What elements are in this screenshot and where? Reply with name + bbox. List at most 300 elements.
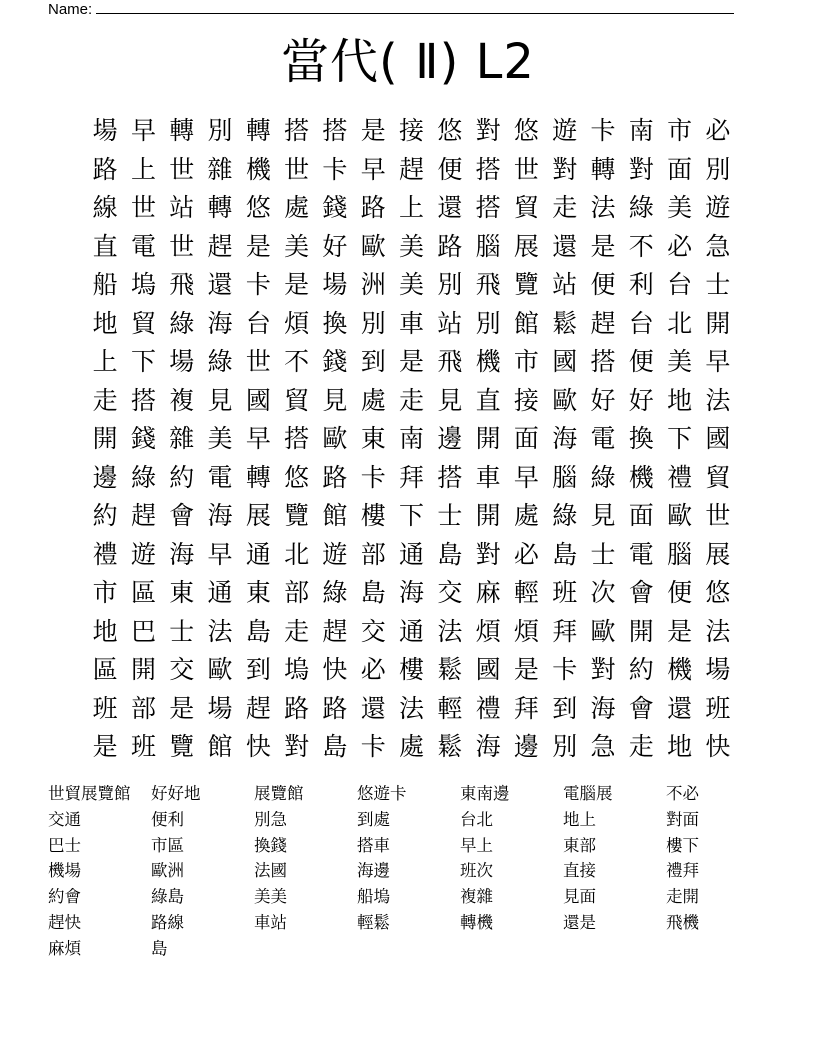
grid-cell: 利	[628, 270, 654, 299]
grid-cell: 搭	[475, 193, 501, 222]
grid-cell: 區	[130, 578, 156, 607]
word-bank-item: 船塢	[357, 887, 390, 907]
grid-cell: 海	[207, 308, 233, 338]
grid-cell: 綠	[130, 462, 156, 492]
grid-cell: 面	[628, 501, 654, 530]
grid-cell: 下	[130, 347, 156, 376]
grid-cell: 南	[628, 116, 654, 145]
grid-cell: 見	[322, 385, 348, 415]
grid-cell: 急	[590, 732, 616, 761]
grid-cell: 早	[130, 116, 156, 145]
grid-cell: 搭	[437, 462, 463, 492]
grid-row	[86, 305, 737, 344]
grid-cell: 是	[169, 693, 195, 723]
grid-cell: 開	[628, 616, 654, 646]
grid-cell: 必	[360, 655, 386, 684]
grid-cell: 煩	[513, 616, 539, 646]
grid-cell: 約	[169, 462, 195, 492]
grid-cell: 拜	[552, 616, 578, 646]
grid-cell: 急	[705, 231, 731, 261]
grid-cell: 是	[590, 231, 616, 261]
word-bank-item: 車站	[254, 912, 287, 932]
word-bank-item: 世貿展覽館	[48, 784, 131, 803]
grid-cell: 島	[322, 732, 348, 761]
grid-cell: 還	[360, 693, 386, 723]
grid-cell: 悠	[437, 116, 463, 145]
grid-cell: 趕	[130, 501, 156, 530]
word-bank-item: 東南邊	[460, 784, 510, 803]
grid-cell: 場	[169, 347, 195, 376]
grid-cell: 貿	[130, 308, 156, 338]
word-bank-item: 趕快	[48, 912, 81, 932]
grid-cell: 美	[207, 424, 233, 453]
grid-cell: 搭	[284, 116, 310, 145]
grid-cell: 南	[399, 424, 425, 453]
grid-cell: 好	[628, 385, 654, 415]
grid-cell: 貿	[705, 462, 731, 492]
grid-cell: 悠	[245, 193, 271, 222]
grid-cell: 處	[399, 732, 425, 761]
grid-cell: 部	[360, 539, 386, 569]
grid-cell: 直	[475, 385, 501, 415]
word-bank-item: 巴士	[48, 835, 81, 855]
grid-cell: 禮	[667, 462, 693, 492]
grid-cell: 別	[552, 732, 578, 761]
grid-row	[86, 536, 737, 575]
grid-cell: 還	[207, 270, 233, 299]
grid-cell: 轉	[169, 116, 195, 145]
grid-cell: 到	[360, 347, 386, 376]
grid-cell: 站	[169, 193, 195, 222]
grid-cell: 早	[207, 539, 233, 569]
grid-cell: 機	[245, 154, 271, 184]
grid-cell: 早	[360, 154, 386, 184]
grid-cell: 交	[360, 616, 386, 646]
grid-cell: 會	[169, 501, 195, 530]
grid-cell: 電	[628, 539, 654, 569]
grid-cell: 島	[245, 616, 271, 646]
grid-cell: 綠	[552, 501, 578, 530]
grid-cell: 到	[245, 655, 271, 684]
grid-row	[86, 574, 737, 613]
grid-cell: 島	[360, 578, 386, 607]
grid-cell: 世	[130, 193, 156, 222]
grid-cell: 海	[590, 693, 616, 723]
grid-cell: 還	[437, 193, 463, 222]
grid-cell: 法	[207, 616, 233, 646]
grid-cell: 搭	[322, 116, 348, 145]
grid-cell: 會	[628, 578, 654, 607]
grid-cell: 處	[513, 501, 539, 530]
grid-cell: 機	[667, 655, 693, 684]
grid-cell: 海	[399, 578, 425, 607]
grid-row	[86, 228, 737, 267]
grid-cell: 好	[322, 231, 348, 261]
grid-cell: 還	[667, 693, 693, 723]
grid-cell: 路	[284, 693, 310, 723]
grid-cell: 別	[437, 270, 463, 299]
grid-cell: 是	[92, 732, 118, 761]
grid-cell: 煩	[284, 308, 310, 338]
grid-cell: 地	[92, 616, 118, 646]
grid-row	[86, 613, 737, 652]
grid-cell: 士	[437, 501, 463, 530]
word-bank-item: 島	[151, 938, 168, 958]
grid-cell: 通	[399, 539, 425, 569]
grid-cell: 美	[399, 231, 425, 261]
grid-cell: 世	[705, 501, 731, 530]
grid-cell: 雜	[169, 424, 195, 453]
grid-row	[86, 420, 737, 459]
grid-cell: 東	[169, 578, 195, 607]
grid-row	[86, 497, 737, 536]
grid-cell: 搭	[284, 424, 310, 453]
grid-cell: 飛	[475, 270, 501, 299]
grid-row	[86, 690, 737, 729]
grid-row	[86, 459, 737, 498]
grid-cell: 換	[322, 308, 348, 338]
grid-cell: 飛	[169, 270, 195, 299]
grid-cell: 班	[130, 732, 156, 761]
grid-cell: 電	[207, 462, 233, 492]
grid-cell: 綠	[590, 462, 616, 492]
grid-cell: 綠	[322, 578, 348, 607]
grid-cell: 趕	[590, 308, 616, 338]
grid-cell: 開	[130, 655, 156, 684]
grid-cell: 禮	[475, 693, 501, 723]
grid-cell: 世	[513, 154, 539, 184]
grid-cell: 腦	[667, 539, 693, 569]
grid-cell: 必	[667, 231, 693, 261]
grid-row	[86, 112, 737, 151]
grid-cell: 島	[437, 539, 463, 569]
grid-cell: 開	[475, 501, 501, 530]
grid-cell: 開	[475, 424, 501, 453]
grid-cell: 世	[169, 154, 195, 184]
grid-cell: 是	[667, 616, 693, 646]
grid-cell: 國	[475, 655, 501, 684]
grid-cell: 輕	[437, 693, 463, 723]
grid-cell: 悠	[513, 116, 539, 145]
grid-cell: 邊	[513, 732, 539, 761]
grid-cell: 對	[628, 154, 654, 184]
grid-cell: 展	[245, 501, 271, 530]
word-bank-item: 飛機	[666, 912, 699, 932]
grid-cell: 早	[245, 424, 271, 453]
grid-cell: 早	[513, 462, 539, 492]
grid-cell: 通	[207, 578, 233, 607]
word-bank-item: 直接	[563, 861, 596, 881]
word-bank-item: 別急	[254, 809, 287, 829]
grid-cell: 早	[705, 347, 731, 376]
grid-cell: 趕	[322, 616, 348, 646]
grid-cell: 歐	[322, 424, 348, 453]
grid-cell: 必	[705, 116, 731, 145]
grid-cell: 路	[322, 462, 348, 492]
word-bank-item: 轉機	[460, 912, 493, 932]
grid-cell: 對	[590, 655, 616, 684]
word-bank-item: 複雜	[460, 887, 493, 907]
grid-cell: 法	[399, 693, 425, 723]
grid-cell: 通	[245, 539, 271, 569]
grid-cell: 腦	[552, 462, 578, 492]
grid-cell: 北	[667, 308, 693, 338]
grid-cell: 禮	[92, 539, 118, 569]
grid-cell: 貿	[284, 385, 310, 415]
grid-cell: 悠	[284, 462, 310, 492]
grid-cell: 上	[399, 193, 425, 222]
grid-cell: 歐	[667, 501, 693, 530]
grid-cell: 海	[207, 501, 233, 530]
grid-cell: 世	[245, 347, 271, 376]
grid-cell: 面	[667, 154, 693, 184]
grid-cell: 展	[513, 231, 539, 261]
grid-cell: 錢	[322, 347, 348, 376]
grid-cell: 世	[284, 154, 310, 184]
grid-cell: 卡	[322, 154, 348, 184]
grid-cell: 對	[284, 732, 310, 761]
grid-cell: 美	[399, 270, 425, 299]
grid-cell: 電	[130, 231, 156, 261]
word-bank-item: 法國	[254, 861, 287, 881]
grid-cell: 搭	[590, 347, 616, 376]
grid-cell: 洲	[360, 270, 386, 299]
grid-cell: 展	[705, 539, 731, 569]
grid-cell: 站	[552, 270, 578, 299]
grid-cell: 場	[92, 116, 118, 145]
grid-cell: 國	[552, 347, 578, 376]
name-field	[48, 0, 734, 18]
word-bank-item: 交通	[48, 809, 81, 829]
grid-cell: 士	[169, 616, 195, 646]
grid-cell: 國	[705, 424, 731, 453]
grid-cell: 對	[552, 154, 578, 184]
grid-cell: 搭	[130, 385, 156, 415]
grid-cell: 麻	[475, 578, 501, 607]
grid-cell: 邊	[437, 424, 463, 453]
word-bank-item: 還是	[563, 912, 596, 932]
grid-cell: 處	[360, 385, 386, 415]
grid-cell: 鬆	[552, 308, 578, 338]
grid-cell: 國	[245, 385, 271, 415]
grid-cell: 走	[552, 193, 578, 222]
grid-cell: 海	[552, 424, 578, 453]
grid-cell: 場	[705, 655, 731, 684]
grid-cell: 車	[399, 308, 425, 338]
grid-cell: 路	[92, 154, 118, 184]
grid-cell: 通	[399, 616, 425, 646]
grid-cell: 快	[705, 732, 731, 761]
word-bank-item: 悠遊卡	[357, 784, 407, 803]
grid-cell: 轉	[207, 193, 233, 222]
grid-cell: 東	[360, 424, 386, 453]
grid-cell: 拜	[399, 462, 425, 492]
grid-cell: 接	[399, 116, 425, 145]
grid-cell: 是	[360, 116, 386, 145]
grid-cell: 卡	[552, 655, 578, 684]
grid-cell: 電	[590, 424, 616, 453]
grid-cell: 部	[284, 578, 310, 607]
word-bank-item: 便利	[151, 809, 184, 829]
grid-cell: 下	[667, 424, 693, 453]
grid-cell: 趕	[399, 154, 425, 184]
grid-cell: 是	[245, 231, 271, 261]
grid-cell: 場	[207, 693, 233, 723]
grid-cell: 會	[628, 693, 654, 723]
grid-cell: 走	[284, 616, 310, 646]
grid-row	[86, 266, 737, 305]
grid-cell: 飛	[437, 347, 463, 376]
grid-cell: 對	[475, 539, 501, 569]
word-bank-item: 對面	[666, 809, 699, 829]
grid-cell: 海	[475, 732, 501, 761]
grid-cell: 約	[92, 501, 118, 530]
grid-cell: 走	[92, 385, 118, 415]
grid-cell: 機	[628, 462, 654, 492]
word-bank-item: 市區	[151, 835, 184, 855]
grid-cell: 輕	[513, 578, 539, 607]
word-bank-item: 到處	[357, 809, 390, 829]
grid-cell: 見	[590, 501, 616, 530]
grid-cell: 鬆	[437, 732, 463, 761]
word-search-grid	[86, 112, 737, 767]
grid-cell: 覽	[169, 732, 195, 761]
word-bank-item: 見面	[563, 887, 596, 907]
grid-cell: 拜	[513, 693, 539, 723]
word-bank-item: 海邊	[357, 861, 390, 881]
grid-cell: 班	[705, 693, 731, 723]
grid-cell: 複	[169, 385, 195, 415]
grid-row	[86, 651, 737, 690]
grid-cell: 島	[552, 539, 578, 569]
grid-cell: 走	[399, 385, 425, 415]
grid-cell: 綠	[169, 308, 195, 338]
grid-cell: 卡	[245, 270, 271, 299]
grid-row	[86, 343, 737, 382]
grid-cell: 走	[628, 732, 654, 761]
grid-cell: 快	[322, 655, 348, 684]
grid-cell: 機	[475, 347, 501, 376]
grid-cell: 歐	[207, 655, 233, 684]
grid-cell: 接	[513, 385, 539, 415]
grid-cell: 便	[667, 578, 693, 607]
grid-cell: 北	[284, 539, 310, 569]
grid-row	[86, 189, 737, 228]
name-write-line	[96, 0, 734, 14]
word-bank-item: 禮拜	[666, 861, 699, 881]
word-bank-item: 早上	[460, 835, 493, 855]
grid-cell: 遊	[130, 539, 156, 569]
grid-row	[86, 151, 737, 190]
grid-cell: 士	[590, 539, 616, 569]
grid-cell: 世	[169, 231, 195, 261]
grid-cell: 不	[628, 231, 654, 261]
word-bank-item: 搭車	[357, 835, 390, 855]
grid-cell: 歐	[360, 231, 386, 261]
grid-cell: 塢	[284, 655, 310, 684]
grid-cell: 法	[437, 616, 463, 646]
grid-cell: 班	[552, 578, 578, 607]
word-bank	[48, 781, 769, 962]
grid-cell: 邊	[92, 462, 118, 492]
grid-cell: 轉	[245, 116, 271, 145]
grid-cell: 遊	[552, 116, 578, 145]
grid-cell: 地	[92, 308, 118, 338]
grid-cell: 卡	[360, 462, 386, 492]
grid-cell: 開	[92, 424, 118, 453]
grid-cell: 是	[513, 655, 539, 684]
grid-cell: 美	[667, 347, 693, 376]
grid-cell: 路	[360, 193, 386, 222]
word-bank-item: 路線	[151, 912, 184, 932]
name-label: Name:	[48, 1, 93, 18]
grid-cell: 別	[705, 154, 731, 184]
grid-cell: 美	[284, 231, 310, 261]
grid-cell: 交	[169, 655, 195, 684]
grid-cell: 是	[399, 347, 425, 376]
grid-cell: 台	[667, 270, 693, 299]
word-bank-item: 輕鬆	[357, 912, 390, 932]
grid-cell: 便	[628, 347, 654, 376]
grid-cell: 法	[705, 385, 731, 415]
grid-cell: 樓	[360, 501, 386, 530]
grid-cell: 見	[437, 385, 463, 415]
grid-cell: 對	[475, 116, 501, 145]
grid-cell: 便	[590, 270, 616, 299]
grid-cell: 線	[92, 193, 118, 222]
grid-cell: 台	[245, 308, 271, 338]
grid-cell: 船	[92, 270, 118, 299]
grid-cell: 處	[284, 193, 310, 222]
grid-cell: 市	[667, 116, 693, 145]
grid-cell: 東	[245, 578, 271, 607]
grid-cell: 趕	[245, 693, 271, 723]
grid-cell: 交	[437, 578, 463, 607]
grid-cell: 路	[322, 693, 348, 723]
word-bank-item: 展覽館	[254, 784, 304, 803]
word-bank-item: 好好地	[151, 784, 201, 803]
grid-cell: 下	[399, 501, 425, 530]
word-bank-item: 綠島	[151, 887, 184, 907]
word-bank-item: 約會	[48, 887, 81, 907]
grid-cell: 路	[437, 231, 463, 261]
grid-cell: 便	[437, 154, 463, 184]
grid-cell: 還	[552, 231, 578, 261]
grid-cell: 班	[92, 693, 118, 723]
word-bank-item: 不必	[666, 784, 699, 803]
grid-cell: 次	[590, 578, 616, 607]
grid-cell: 卡	[360, 732, 386, 761]
grid-cell: 綠	[628, 193, 654, 222]
grid-cell: 市	[513, 347, 539, 376]
word-bank-item: 電腦展	[563, 784, 613, 803]
grid-cell: 錢	[322, 193, 348, 222]
grid-cell: 法	[705, 616, 731, 646]
grid-cell: 綠	[207, 347, 233, 376]
grid-cell: 塢	[130, 270, 156, 299]
grid-cell: 卡	[590, 116, 616, 145]
word-bank-item: 美美	[254, 887, 287, 907]
word-bank-item: 台北	[460, 809, 493, 829]
grid-cell: 地	[667, 732, 693, 761]
grid-cell: 上	[92, 347, 118, 376]
grid-cell: 車	[475, 462, 501, 492]
grid-cell: 歐	[552, 385, 578, 415]
grid-cell: 館	[513, 308, 539, 338]
grid-cell: 區	[92, 655, 118, 684]
grid-cell: 約	[628, 655, 654, 684]
grid-cell: 法	[590, 193, 616, 222]
